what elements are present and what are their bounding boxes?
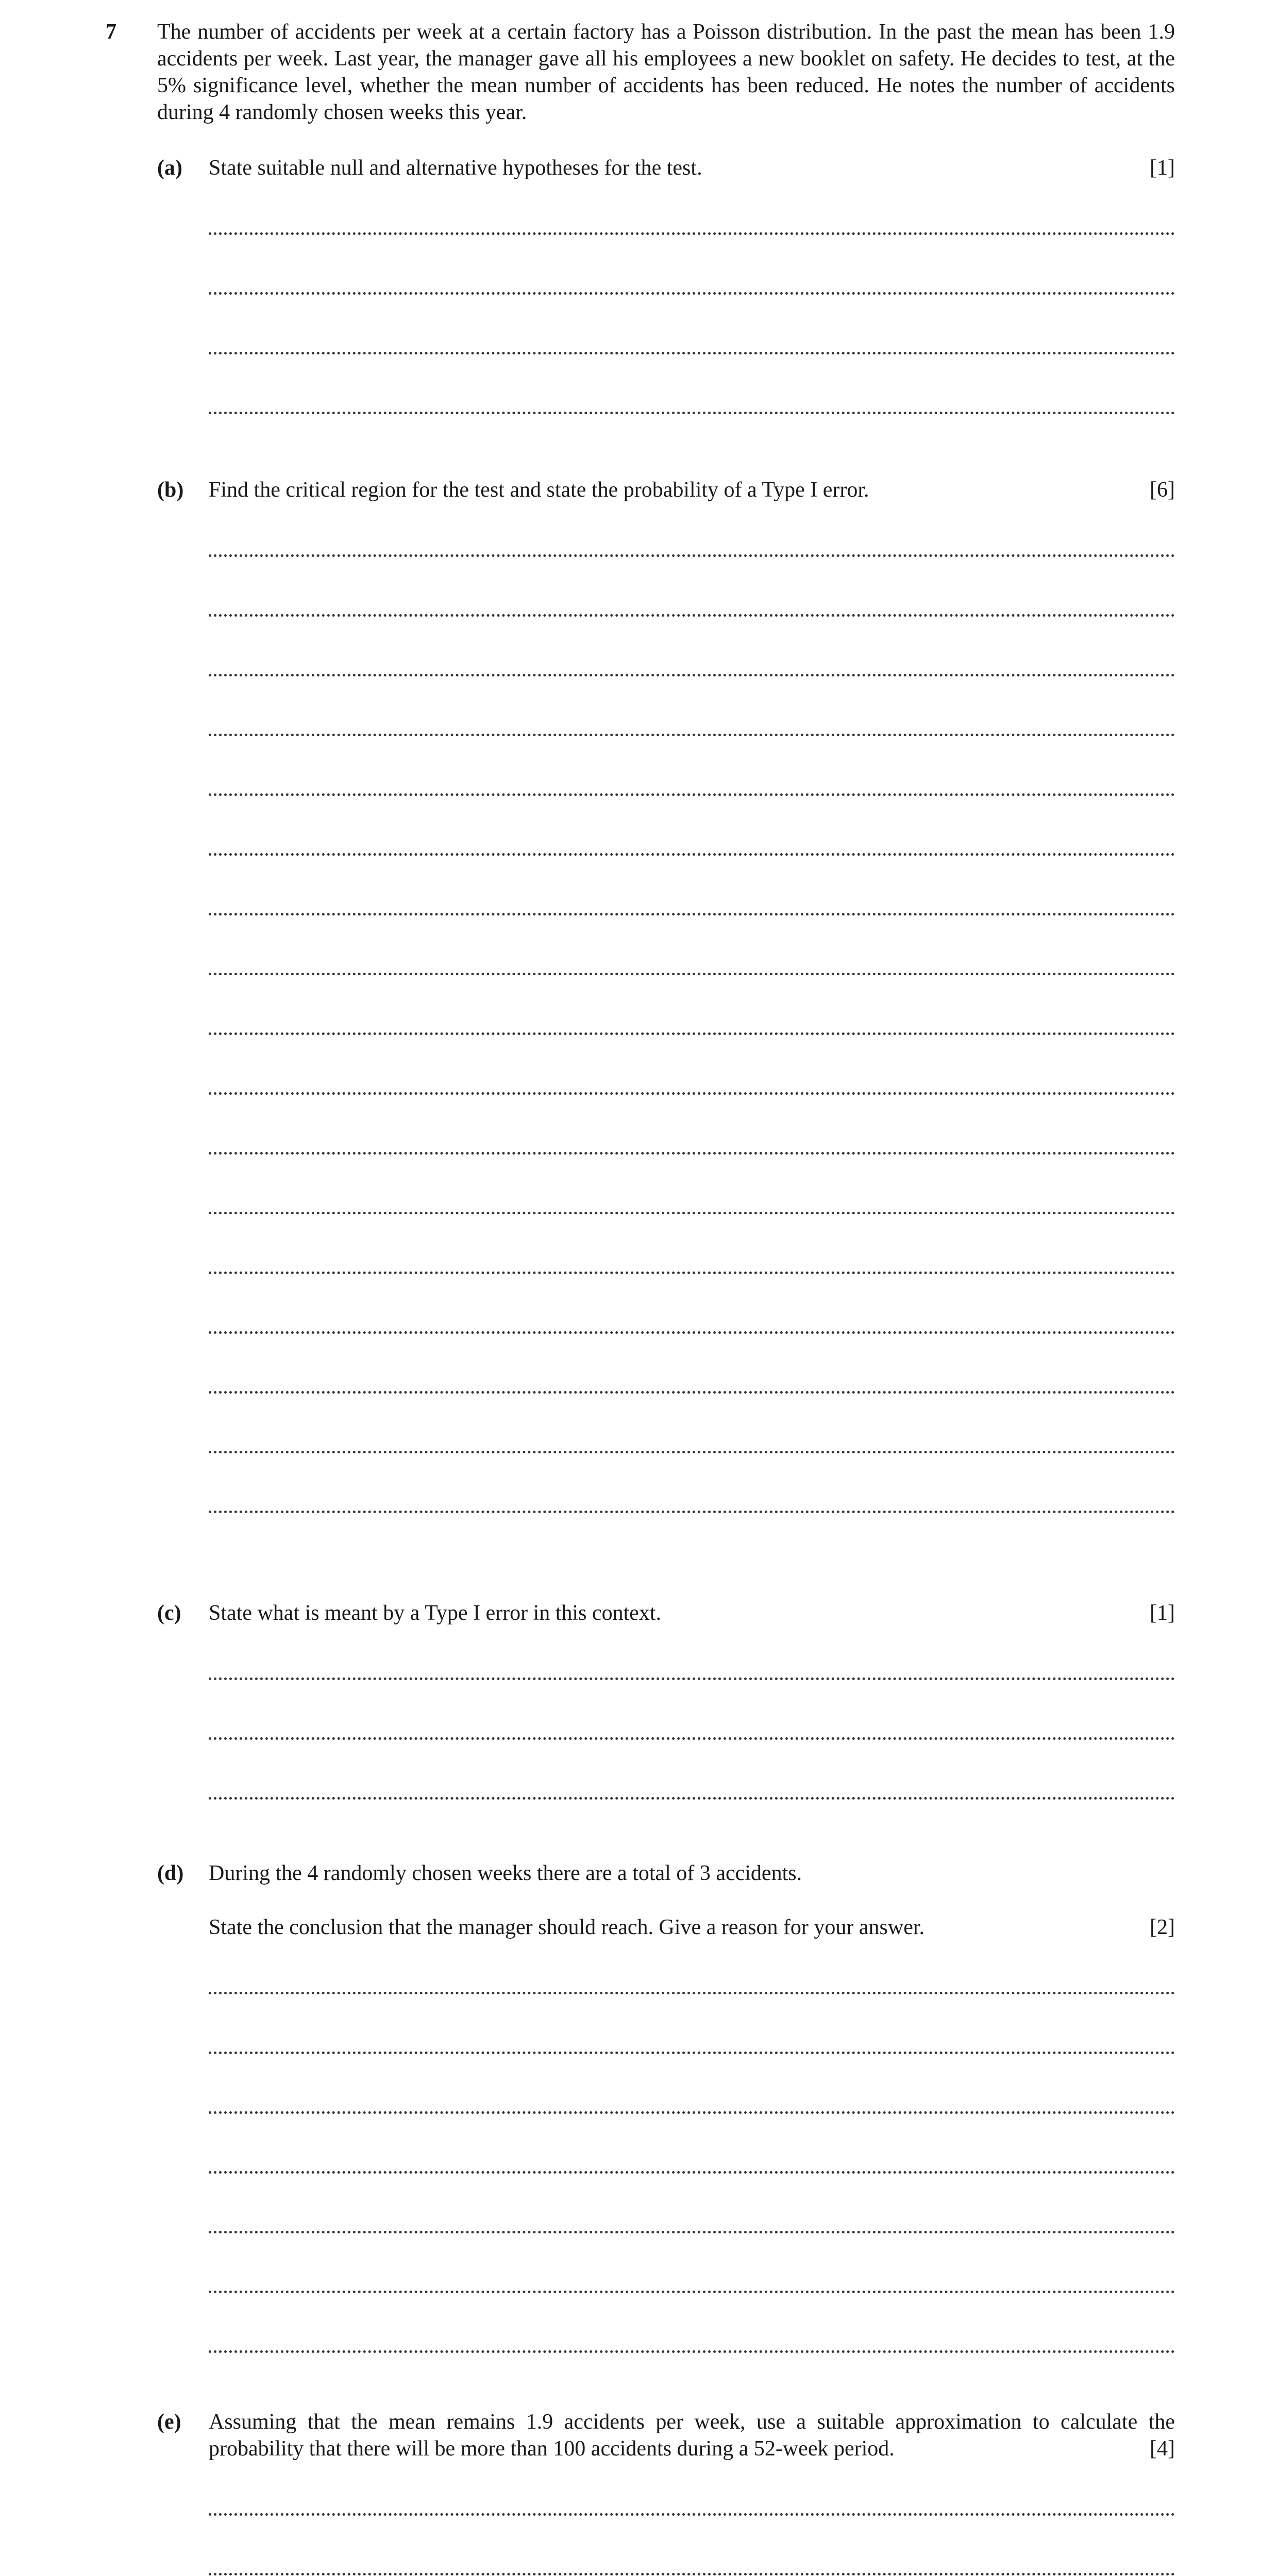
part-b-label: (b) (157, 478, 184, 502)
part-e-label: (e) (157, 2410, 181, 2434)
answer-line[interactable] (209, 175, 1175, 235)
part-a-label: (a) (157, 156, 182, 180)
answer-line[interactable] (209, 2233, 1175, 2293)
part-b-marks: [6] (1150, 478, 1175, 502)
part-b-answer-lines[interactable] (209, 497, 1175, 1513)
question-number: 7 (106, 20, 116, 44)
answer-line[interactable] (209, 856, 1175, 916)
answer-line[interactable] (209, 2516, 1175, 2575)
answer-line[interactable] (209, 796, 1175, 856)
part-e-marks: [4] (1150, 2437, 1175, 2461)
answer-line[interactable] (209, 2456, 1175, 2516)
answer-line[interactable] (209, 1680, 1175, 1740)
answer-line[interactable] (209, 1274, 1175, 1334)
answer-line[interactable] (209, 736, 1175, 796)
answer-line[interactable] (209, 1095, 1175, 1155)
part-d-label: (d) (157, 1861, 184, 1885)
answer-line[interactable] (209, 2174, 1175, 2233)
part-a-text: State suitable null and alternative hypotheses for the test. (209, 156, 702, 180)
answer-line[interactable] (209, 557, 1175, 617)
answer-line[interactable] (209, 295, 1175, 354)
part-d-answer-lines[interactable] (209, 1935, 1175, 2353)
answer-line[interactable] (209, 354, 1175, 414)
part-d-marks: [2] (1150, 1916, 1175, 1939)
answer-line[interactable] (209, 1453, 1175, 1513)
answer-line[interactable] (209, 1214, 1175, 1274)
part-c-text: State what is meant by a Type I error in this context. (209, 1601, 662, 1625)
answer-line[interactable] (209, 1334, 1175, 1394)
answer-line[interactable] (209, 1035, 1175, 1095)
answer-line[interactable] (209, 1620, 1175, 1680)
part-c-answer-lines[interactable] (209, 1620, 1175, 1800)
answer-line[interactable] (209, 1740, 1175, 1800)
answer-line[interactable] (209, 2054, 1175, 2114)
part-a-marks: [1] (1150, 156, 1175, 180)
answer-line[interactable] (209, 2114, 1175, 2174)
answer-line[interactable] (209, 1394, 1175, 1453)
answer-line[interactable] (209, 916, 1175, 975)
answer-line[interactable] (209, 676, 1175, 736)
part-e-answer-lines[interactable] (209, 2456, 1175, 2576)
answer-line[interactable] (209, 497, 1175, 557)
answer-line[interactable] (209, 235, 1175, 295)
answer-line[interactable] (209, 617, 1175, 676)
answer-line[interactable] (209, 1935, 1175, 1994)
answer-line[interactable] (209, 1155, 1175, 1214)
part-d-text-2: State the conclusion that the manager should reach. Give a reason for your answer. (209, 1916, 925, 1939)
part-c-marks: [1] (1150, 1601, 1175, 1625)
answer-line[interactable] (209, 1994, 1175, 2054)
part-c-label: (c) (157, 1601, 181, 1625)
part-e-text: Assuming that the mean remains 1.9 accidents per week, use a suitable approximation to calculate the probability that there will be more than 100 accidents during a 52-week period. (209, 2410, 1175, 2461)
part-d-text-1: During the 4 randomly chosen weeks there are a total of 3 accidents. (209, 1861, 802, 1885)
answer-line[interactable] (209, 2293, 1175, 2353)
answer-line[interactable] (209, 975, 1175, 1035)
part-b-text: Find the critical region for the test and state the probability of a Type I error. (209, 478, 869, 502)
part-a-answer-lines[interactable] (209, 175, 1175, 414)
question-stem: The number of accidents per week at a certain factory has a Poisson distribution. In the past the mean has been 1.9 accidents per week. Last year, the manager gave all his employees a new booklet on safety. He decides to test, at the 5% significance level, whether the mean number of accidents has been reduced. He notes the number of accidents during 4 randomly chosen weeks this year. (157, 20, 1175, 124)
